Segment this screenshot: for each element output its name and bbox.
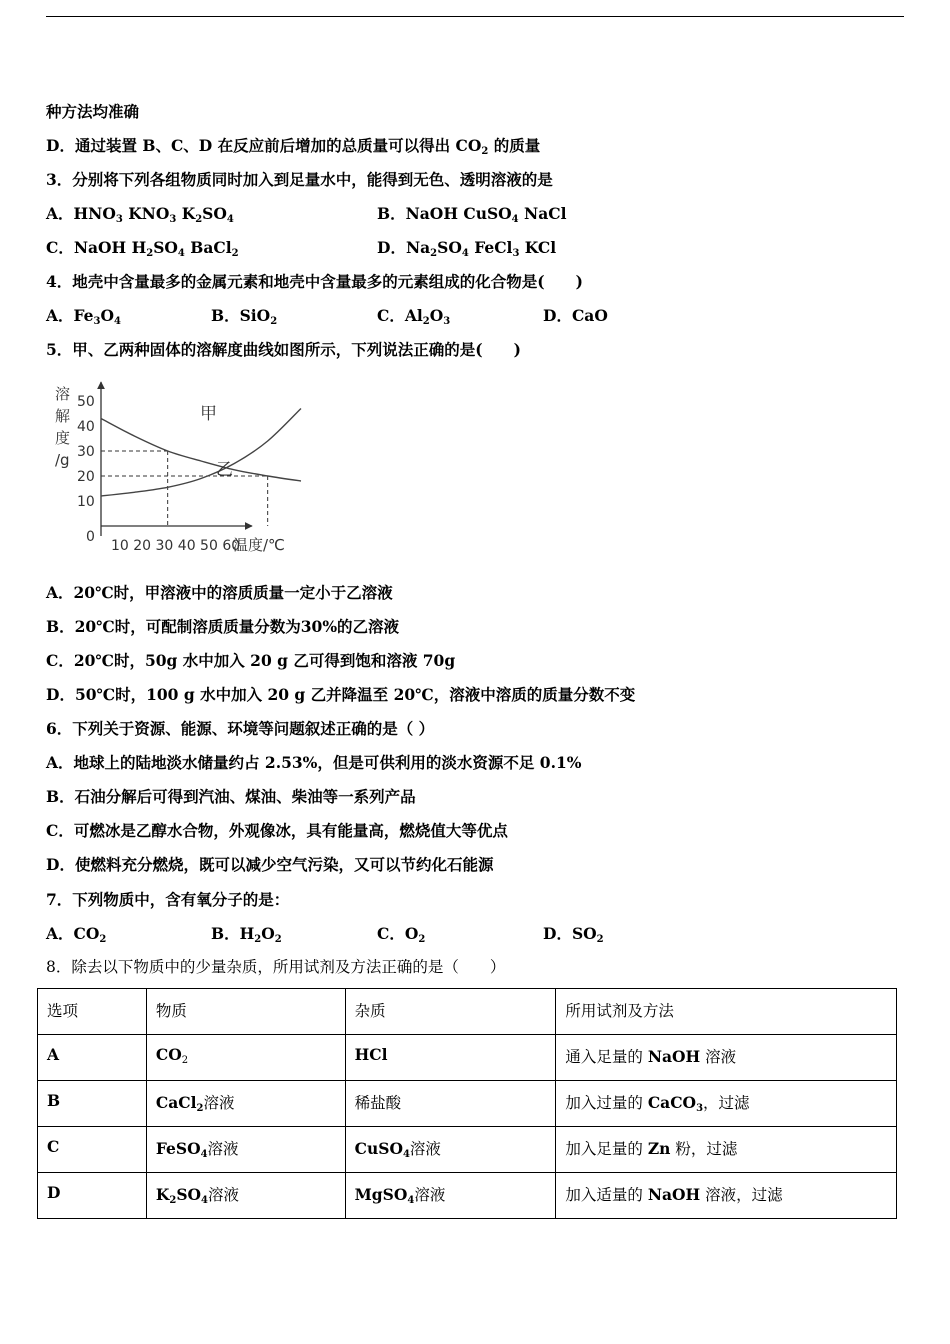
series-label-jia: 甲 <box>200 404 217 424</box>
method-cell: 加入足量的 Zn 粉，过滤 <box>556 1127 897 1173</box>
impurity-cell: HCl <box>345 1035 556 1081</box>
table-row <box>38 1127 897 1173</box>
option-cell: A <box>38 1035 147 1081</box>
q4-option-d: D．CaO <box>543 306 608 325</box>
header-cell: 选项 <box>38 989 147 1035</box>
q6-option-d: D．使燃料充分燃烧，既可以减少空气污染，又可以节约化石能源 <box>46 855 494 874</box>
q4-option-a: A．$Fe_3O_4$ <box>46 306 121 327</box>
q4-option-c: C．$Al_2O_3$ <box>377 306 451 327</box>
y-tick-label: 40 <box>77 419 95 435</box>
q6-stem: 6．下列关于资源、能源、环境等问题叙述正确的是（ ） <box>46 719 435 738</box>
q3-stem: 3．分别将下列各组物质同时加入到足量水中，能得到无色、透明溶液的是 <box>46 170 553 189</box>
table-row <box>38 1035 897 1081</box>
option-cell: C <box>38 1127 147 1173</box>
substance-cell: $K_2SO_4$溶液 <box>146 1173 345 1219</box>
substance-cell: $CO_2$ <box>146 1035 345 1081</box>
q3-option-a: A．$HNO_3$ $KNO_3$ $K_2SO_4$ <box>46 204 234 225</box>
q8-stem: 8．除去以下物质中的少量杂质，所用试剂及方法正确的是（ ） <box>46 958 506 976</box>
q6-option-c: C．可燃冰是乙醇水合物，外观像冰，具有能量高，燃烧值大等优点 <box>46 821 508 840</box>
x-axis-label: 温度/℃ <box>233 536 285 554</box>
table-row <box>38 1173 897 1219</box>
option-cell: B <box>38 1081 147 1127</box>
y-tick-label: 20 <box>77 469 95 485</box>
continuation-text: 种方法均准确 <box>46 102 140 121</box>
y-axis-label-char: 解 <box>55 407 71 425</box>
y-tick-label: 50 <box>77 394 95 410</box>
header-cell: 杂质 <box>345 989 556 1035</box>
q8-table <box>37 988 897 1219</box>
q5-option-c: C．20℃时，50g 水中加入 20 g 乙可得到饱和溶液 70g <box>46 651 456 670</box>
impurity-cell: CuSO$_4$溶液 <box>345 1127 556 1173</box>
q7-option-c: C．$O_2$ <box>377 924 426 945</box>
q4-stem: 4．地壳中含量最多的金属元素和地壳中含量最多的元素组成的化合物是( ) <box>46 272 583 291</box>
q5-stem: 5．甲、乙两种固体的溶解度曲线如图所示，下列说法正确的是( ) <box>46 340 521 359</box>
header-cell: 物质 <box>146 989 345 1035</box>
header-cell: 所用试剂及方法 <box>556 989 897 1035</box>
q5-option-b: B．20℃时，可配制溶质质量分数为30%的乙溶液 <box>46 617 400 636</box>
q3-option-b: B．NaOH CuSO$_4$ NaCl <box>377 204 567 225</box>
q3-option-d: D．$Na_2SO_4$ FeCl$_3$ KCl <box>377 238 557 259</box>
series-curve-yi <box>101 419 301 482</box>
q3-option-c: C．NaOH $H_2SO_4$ BaCl$_2$ <box>46 238 239 259</box>
q6-option-b: B．石油分解后可得到汽油、煤油、柴油等一系列产品 <box>46 787 416 806</box>
impurity-cell: 稀盐酸 <box>345 1081 556 1127</box>
solubility-chart <box>44 378 304 558</box>
option-cell: D <box>38 1173 147 1219</box>
table-row <box>38 1081 897 1127</box>
q7-option-d: D．$SO_2$ <box>543 924 604 945</box>
q5-option-a: A．20℃时，甲溶液中的溶质质量一定小于乙溶液 <box>46 583 393 602</box>
q2-option-d: D．通过装置 B、C、D 在反应前后增加的总质量可以得出 $CO_2$ 的质量 <box>46 136 541 157</box>
substance-cell: FeSO$_4$溶液 <box>146 1127 345 1173</box>
q5-option-d: D．50℃时，100 g 水中加入 20 g 乙并降温至 20℃，溶液中溶质的质量分数不变 <box>46 685 636 704</box>
header-rule <box>46 16 904 17</box>
series-label-yi: 乙 <box>216 460 233 480</box>
y-tick-label: 0 <box>86 529 95 545</box>
x-tick-labels: 10 20 30 40 50 60 <box>111 538 241 554</box>
method-cell: 加入适量的 NaOH 溶液，过滤 <box>556 1173 897 1219</box>
y-axis-label-char: /g <box>55 451 70 469</box>
substance-cell: CaCl$_2$溶液 <box>146 1081 345 1127</box>
y-axis-label-char: 溶 <box>55 385 71 403</box>
q7-option-b: B．$H_2O_2$ <box>211 924 282 945</box>
impurity-cell: MgSO$_4$溶液 <box>345 1173 556 1219</box>
method-cell: 通入足量的 NaOH 溶液 <box>556 1035 897 1081</box>
y-tick-label: 10 <box>77 494 95 510</box>
q4-option-b: B．SiO$_2$ <box>211 306 278 327</box>
table-header-row <box>38 989 897 1035</box>
y-tick-label: 30 <box>77 444 95 460</box>
q6-option-a: A．地球上的陆地淡水储量约占 2.53%，但是可供利用的淡水资源不足 0.1% <box>46 753 582 772</box>
q7-option-a: A．$CO_2$ <box>46 924 107 945</box>
method-cell: 加入过量的 CaCO$_3$，过滤 <box>556 1081 897 1127</box>
y-axis-label-char: 度 <box>55 429 71 447</box>
q7-stem: 7．下列物质中，含有氧分子的是： <box>46 890 290 909</box>
